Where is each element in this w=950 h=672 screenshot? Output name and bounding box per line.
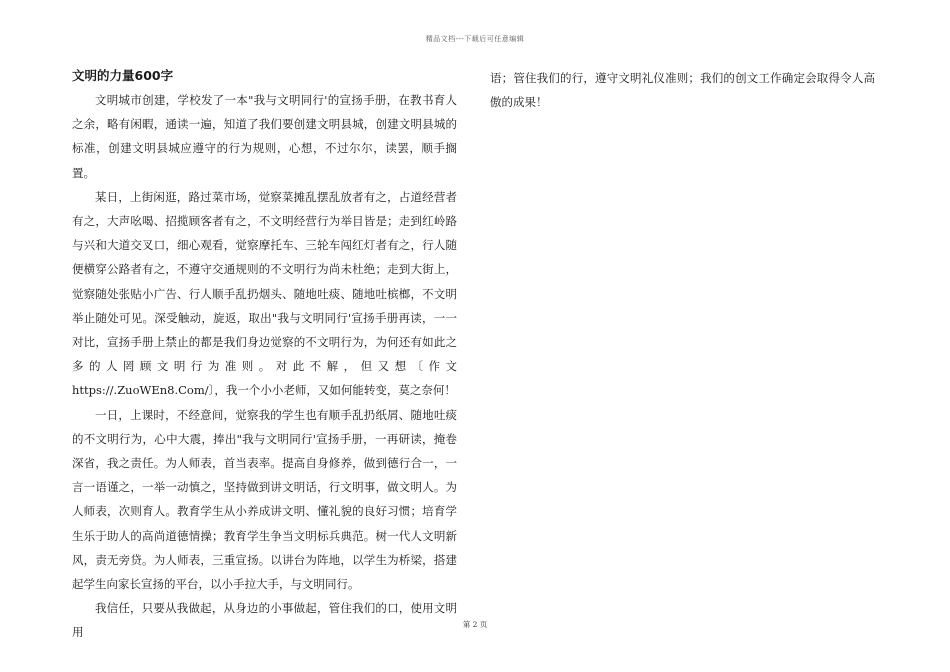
paragraph-2: 某日，上街闲逛，路过菜市场，觉察菜摊乱摆乱放者有之，占道经营者有之，大声吆喝、招揽顾客者有之，不文明经营行为举目皆是；走到红岭路与兴和大道交叉口，细心观看，觉察摩托车、三轮车闯红灯者有之，行人随便横穿公路者有之，不遵守交通规则的不文明行为尚未杜绝；走到大街上，觉察随处张贴小广告、行人顺手乱扔烟头、随地吐痰、随地吐槟榔，不文明举止随处可见。深受触动，旋返，取出"我与文明同行'宣扬手册再读，一一对比，宣扬手册上禁止的都是我们身边觉察的不文明行为，为何还有如此之多的人罔顾文明行为准则。对此不解，但又想〔作文https://.ZuoWEn8.Com/〕，我一个小小老师，又如何能转变，莫之奈何！	[72, 189, 457, 398]
page-header: 精品文档---下载后可任意编辑	[425, 35, 525, 43]
right-column	[490, 66, 875, 114]
page-number: 第 2 页	[462, 620, 488, 629]
paragraph-4: 我信任，只要从我做起，从身边的小事做起，管住我们的口，使用文明用	[72, 601, 457, 640]
paragraph-3: 一日，上课时，不经意间，觉察我的学生也有顺手乱扔纸屑、随地吐痰的不文明行为，心中大震，捧出"我与文明同行'宣扬手册，一再研读，掩卷深省，我之责任。为人师表，首当表率。提高自身修养，做到德行合一，一言一语谨之，一举一动慎之，坚持做到讲文明话，行文明事，做文明人。为人师表，次则育人。教育学生从小养成讲文明、懂礼貌的良好习惯；培育学生乐于助人的高尚道德情操；教育学生争当文明标兵典范。树一代人文明新风，责无旁贷。为人师表，三重宣扬。以讲台为阵地，以学生为桥梁，搭建起学生向家长宣扬的平台，以小手拉大手，与文明同行。	[72, 407, 457, 592]
paragraph-1: 文明城市创建，学校发了一本"我与文明同行'的宣扬手册，在教书育人之余，略有闲暇，通读一遍，知道了我们要创建文明县城，创建文明县城的标准，创建文明县城应遵守的行为规则，心想，不过尔尔，读罢，顺手搁置。	[72, 93, 457, 180]
article-title: 文明的力量600字	[72, 68, 174, 83]
paragraph-4-continuation: 语；管住我们的行，遵守文明礼仪准则；我们的创文工作确定会取得令人高傲的成果！	[490, 71, 875, 110]
left-column	[72, 66, 457, 645]
